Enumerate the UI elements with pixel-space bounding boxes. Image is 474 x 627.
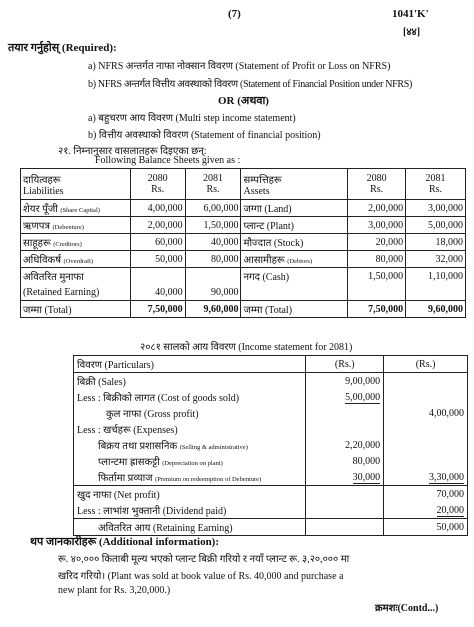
table-row bbox=[74, 502, 468, 519]
income-statement-title: २०८१ सालको आय विवरण (Income statement for 2081) bbox=[140, 342, 353, 353]
value-cell: 40,000 bbox=[130, 284, 185, 301]
rs-header: (Rs.) bbox=[306, 356, 384, 373]
table-row bbox=[74, 437, 468, 453]
table-row bbox=[74, 469, 468, 486]
income-statement-table bbox=[73, 355, 468, 536]
asset-label bbox=[241, 284, 348, 301]
table-row bbox=[21, 268, 466, 285]
gross-profit-label: कुल नाफा (Gross profit) bbox=[74, 405, 306, 421]
balance-sheet-table bbox=[20, 168, 466, 318]
or-label: OR (अथवा) bbox=[218, 95, 269, 107]
total-label: जम्मा (Total) bbox=[21, 301, 131, 318]
liability-label-en: (Creditors) bbox=[53, 241, 82, 248]
liability-label-en: (Share Capital) bbox=[60, 207, 100, 214]
total-row bbox=[21, 301, 466, 318]
additional-info-title: थप जानकारीहरू (Additional information): bbox=[30, 536, 220, 548]
gross-profit-value: 4,00,000 bbox=[384, 405, 468, 421]
rs-label: Rs. bbox=[370, 184, 384, 195]
rs-header: (Rs.) bbox=[384, 356, 468, 373]
asset-label: जग्गा (Land) bbox=[241, 200, 348, 217]
total-label: जम्मा (Total) bbox=[241, 301, 348, 318]
question-code: [४४] bbox=[403, 27, 421, 38]
value-cell: 60,000 bbox=[130, 234, 185, 251]
required-b2: b) वित्तीय अवस्थाको विवरण (Statement of financial position) bbox=[88, 130, 321, 141]
total-value: 9,60,000 bbox=[185, 301, 241, 318]
liability-label-en: (Overdraft) bbox=[63, 258, 94, 265]
required-title: तयार गर्नुहोस् (Required): bbox=[8, 42, 117, 54]
value-cell: 50,000 bbox=[130, 251, 185, 268]
value-cell bbox=[348, 284, 406, 301]
particulars-header: विवरण (Particulars) bbox=[74, 356, 306, 373]
value-cell: 80,000 bbox=[185, 251, 241, 268]
dividend-label: Less : लाभांश भुक्तानी (Dividend paid) bbox=[74, 502, 306, 519]
depreciation-label: प्लान्टमा ह्रासकट्टी bbox=[98, 457, 160, 468]
assets-np: सम्पत्तिहरू bbox=[243, 174, 282, 186]
paper-code: 1041'K' bbox=[392, 8, 429, 20]
additional-info-line-2: खरिद गरियो। (Plant was sold at book value of Rs. 40,000 and purchase a bbox=[58, 571, 344, 582]
liability-label: (Retained Earning) bbox=[21, 284, 131, 301]
additional-info-line-1: रू. ४०,००० किताबी मूल्य भएको प्लान्ट बिक्री गरियो र नयाँ प्लान्ट रू. ३,२०,००० मा bbox=[58, 554, 350, 565]
table-row bbox=[74, 519, 468, 536]
liability-label: शेयर पूँजी bbox=[23, 204, 58, 215]
value-cell bbox=[185, 268, 241, 285]
expenses-label: Less : खर्चहरू (Expenses) bbox=[74, 421, 306, 437]
value-cell: 32,000 bbox=[406, 251, 466, 268]
table-row bbox=[74, 421, 468, 437]
value-cell: 20,000 bbox=[348, 234, 406, 251]
assets-en: Assets bbox=[243, 185, 270, 197]
value-cell: 3,00,000 bbox=[348, 217, 406, 234]
value-cell: 90,000 bbox=[185, 284, 241, 301]
value-cell: 5,00,000 bbox=[406, 217, 466, 234]
question-21-subtitle: Following Balance Sheets given as : bbox=[95, 155, 241, 166]
cogs-label: Less : बिक्रीको लागत (Cost of goods sold) bbox=[74, 389, 306, 405]
net-profit-value: 70,000 bbox=[384, 486, 468, 503]
year-2080: 2080 bbox=[366, 173, 387, 184]
income-header-row bbox=[74, 356, 468, 373]
total-value: 9,60,000 bbox=[406, 301, 466, 318]
value-cell: 2,00,000 bbox=[130, 217, 185, 234]
table-row bbox=[74, 486, 468, 503]
rs-label: Rs. bbox=[429, 184, 443, 195]
required-b: b) NFRS अन्तर्गत वित्तीय अवस्थाको विवरण (Statement of Financial Position under NFRS) bbox=[88, 79, 413, 90]
liability-label: ऋणपत्र bbox=[23, 221, 50, 232]
premium-label-en: (Premium on redeemption of Debenture) bbox=[155, 476, 262, 483]
premium-value: 30,000 bbox=[352, 471, 381, 483]
value-cell: 3,00,000 bbox=[406, 200, 466, 217]
liability-label: साहूहरू bbox=[23, 238, 51, 249]
table-row bbox=[21, 251, 466, 268]
liability-label-en: (Debenture) bbox=[52, 224, 84, 231]
sales-value: 9,00,000 bbox=[306, 373, 384, 390]
rs-label: Rs. bbox=[206, 184, 220, 195]
expenses-total-value: 3,30,000 bbox=[429, 471, 464, 483]
table-row bbox=[74, 389, 468, 405]
liabilities-np: दायित्वहरू bbox=[23, 174, 61, 186]
cogs-value: 5,00,000 bbox=[345, 391, 381, 403]
value-cell bbox=[130, 268, 185, 285]
table-row bbox=[21, 217, 466, 234]
net-profit-label: खुद नाफा (Net profit) bbox=[74, 486, 306, 503]
table-row bbox=[21, 284, 466, 301]
value-cell: 1,10,000 bbox=[406, 268, 466, 285]
asset-label: आसामीहरू bbox=[243, 255, 285, 266]
total-value: 7,50,000 bbox=[130, 301, 185, 318]
value-cell: 2,00,000 bbox=[348, 200, 406, 217]
depreciation-label-en: (Depreciation on plant) bbox=[162, 460, 223, 467]
year-2081: 2081 bbox=[425, 173, 446, 184]
selling-admin-label: बिक्रय तथा प्रशासनिक bbox=[98, 441, 178, 452]
table-row bbox=[74, 453, 468, 469]
value-cell bbox=[406, 284, 466, 301]
retained-earning-label: अवितरित आय (Retaining Earning) bbox=[74, 519, 306, 536]
asset-label: नगद (Cash) bbox=[241, 268, 348, 285]
table-row bbox=[21, 200, 466, 217]
liabilities-en: Liabilities bbox=[23, 185, 64, 197]
required-a2: a) बहुचरण आय विवरण (Multi step income statement) bbox=[88, 113, 296, 124]
premium-label: फिर्तामा प्रव्याज bbox=[98, 473, 153, 484]
page-number: (7) bbox=[228, 8, 241, 20]
depreciation-value: 80,000 bbox=[306, 453, 384, 469]
asset-label: मौज्दात (Stock) bbox=[241, 234, 348, 251]
additional-info-line-3: new plant for Rs. 3,20,000.) bbox=[58, 585, 171, 596]
selling-admin-value: 2,20,000 bbox=[306, 437, 384, 453]
required-a: a) NFRS अन्तर्गत नाफा नोक्सान विवरण (Statement of Profit or Loss on NFRS) bbox=[88, 61, 391, 72]
year-2081: 2081 bbox=[203, 173, 224, 184]
sales-label: बिक्री (Sales) bbox=[74, 373, 306, 390]
value-cell: 18,000 bbox=[406, 234, 466, 251]
table-row bbox=[74, 405, 468, 421]
rs-label: Rs. bbox=[151, 184, 165, 195]
question-21-title: २१. निम्नानुसार वासलातहरू दिइएका छन्: bbox=[58, 146, 207, 157]
liability-label: अवितरित मुनाफा bbox=[21, 268, 131, 285]
retained-earning-value: 50,000 bbox=[384, 519, 468, 536]
liability-label: अधिविकर्ष bbox=[23, 255, 61, 266]
value-cell: 6,00,000 bbox=[185, 200, 241, 217]
value-cell: 1,50,000 bbox=[185, 217, 241, 234]
asset-label-en: (Debtors) bbox=[287, 258, 313, 265]
value-cell: 40,000 bbox=[185, 234, 241, 251]
table-row bbox=[21, 234, 466, 251]
dividend-value: 20,000 bbox=[436, 504, 464, 516]
asset-label: प्लान्ट (Plant) bbox=[241, 217, 348, 234]
balance-sheet-header bbox=[21, 169, 466, 200]
total-value: 7,50,000 bbox=[348, 301, 406, 318]
value-cell: 1,50,000 bbox=[348, 268, 406, 285]
selling-admin-label-en: (Selling & administrative) bbox=[179, 444, 248, 451]
year-2080: 2080 bbox=[147, 173, 168, 184]
value-cell: 80,000 bbox=[348, 251, 406, 268]
table-row bbox=[74, 373, 468, 390]
value-cell: 4,00,000 bbox=[130, 200, 185, 217]
continued-label: क्रमशः(Contd...) bbox=[375, 603, 439, 614]
